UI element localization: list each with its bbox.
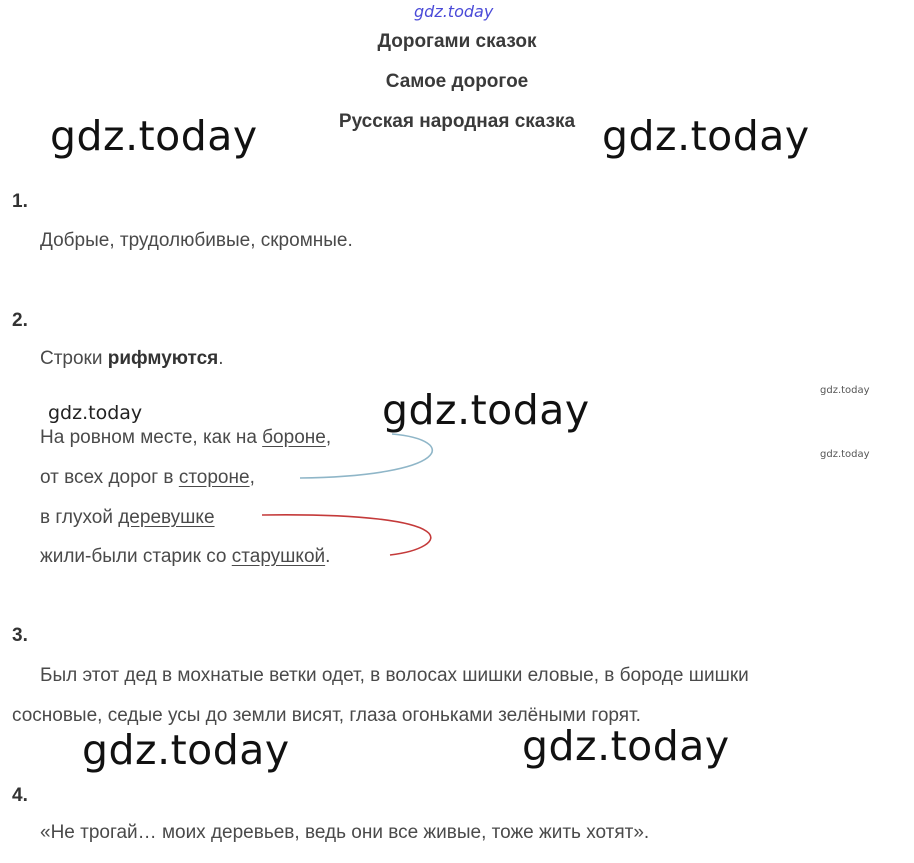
watermark: gdz.today bbox=[50, 112, 258, 160]
watermark: gdz.today bbox=[820, 385, 870, 396]
rhyme-word: старушкой bbox=[231, 546, 326, 567]
rhyme-word: деревушке bbox=[118, 507, 215, 528]
answer-text: «Не трогай… моих деревьев, ведь они все живые, тоже жить хотят». bbox=[40, 822, 650, 843]
answer-number: 1. bbox=[12, 191, 28, 212]
watermark: gdz.today bbox=[522, 722, 730, 770]
intro-text: Строки bbox=[40, 348, 108, 369]
watermark: gdz.today bbox=[48, 402, 143, 424]
poem-punct: , bbox=[249, 467, 255, 488]
intro-end: . bbox=[218, 348, 224, 369]
poem-text: от всех дорог в bbox=[40, 467, 179, 488]
intro-bold: рифмуются bbox=[107, 348, 219, 369]
watermark: gdz.today bbox=[602, 112, 810, 160]
watermark: gdz.today bbox=[82, 726, 290, 774]
watermark-top: gdz.today bbox=[414, 2, 494, 21]
poem-line bbox=[40, 546, 330, 568]
poem-punct: , bbox=[325, 427, 332, 448]
answer-number: 4. bbox=[12, 785, 28, 806]
watermark: gdz.today bbox=[382, 386, 590, 434]
rhyme-word: стороне bbox=[178, 467, 250, 488]
story-title: Самое дорогое bbox=[385, 71, 529, 92]
answer-number: 3. bbox=[12, 625, 28, 646]
poem-text: На ровном месте, как на bbox=[40, 427, 263, 448]
poem-text: жили-были старик со bbox=[40, 546, 232, 567]
watermark: gdz.today bbox=[820, 449, 870, 460]
poem-punct: . bbox=[325, 546, 331, 567]
section-title: Дорогами сказок bbox=[377, 31, 537, 52]
answer-text: Добрые, трудолюбивые, скромные. bbox=[40, 230, 353, 251]
rhyme-word: бороне bbox=[262, 427, 326, 448]
answer-text-line: сосновые, седые усы до земли висят, глаза огоньками зелёными горят. bbox=[12, 705, 641, 726]
poem-line bbox=[40, 427, 331, 449]
answer-intro bbox=[40, 348, 224, 370]
poem-text: в глухой bbox=[40, 507, 119, 528]
poem-line bbox=[40, 467, 255, 489]
answer-number: 2. bbox=[12, 310, 28, 331]
poem-line bbox=[40, 507, 215, 529]
answer-text-line: Был этот дед в мохнатые ветки одет, в волосах шишки еловые, в бороде шишки bbox=[40, 665, 749, 686]
story-genre: Русская народная сказка bbox=[338, 111, 576, 132]
